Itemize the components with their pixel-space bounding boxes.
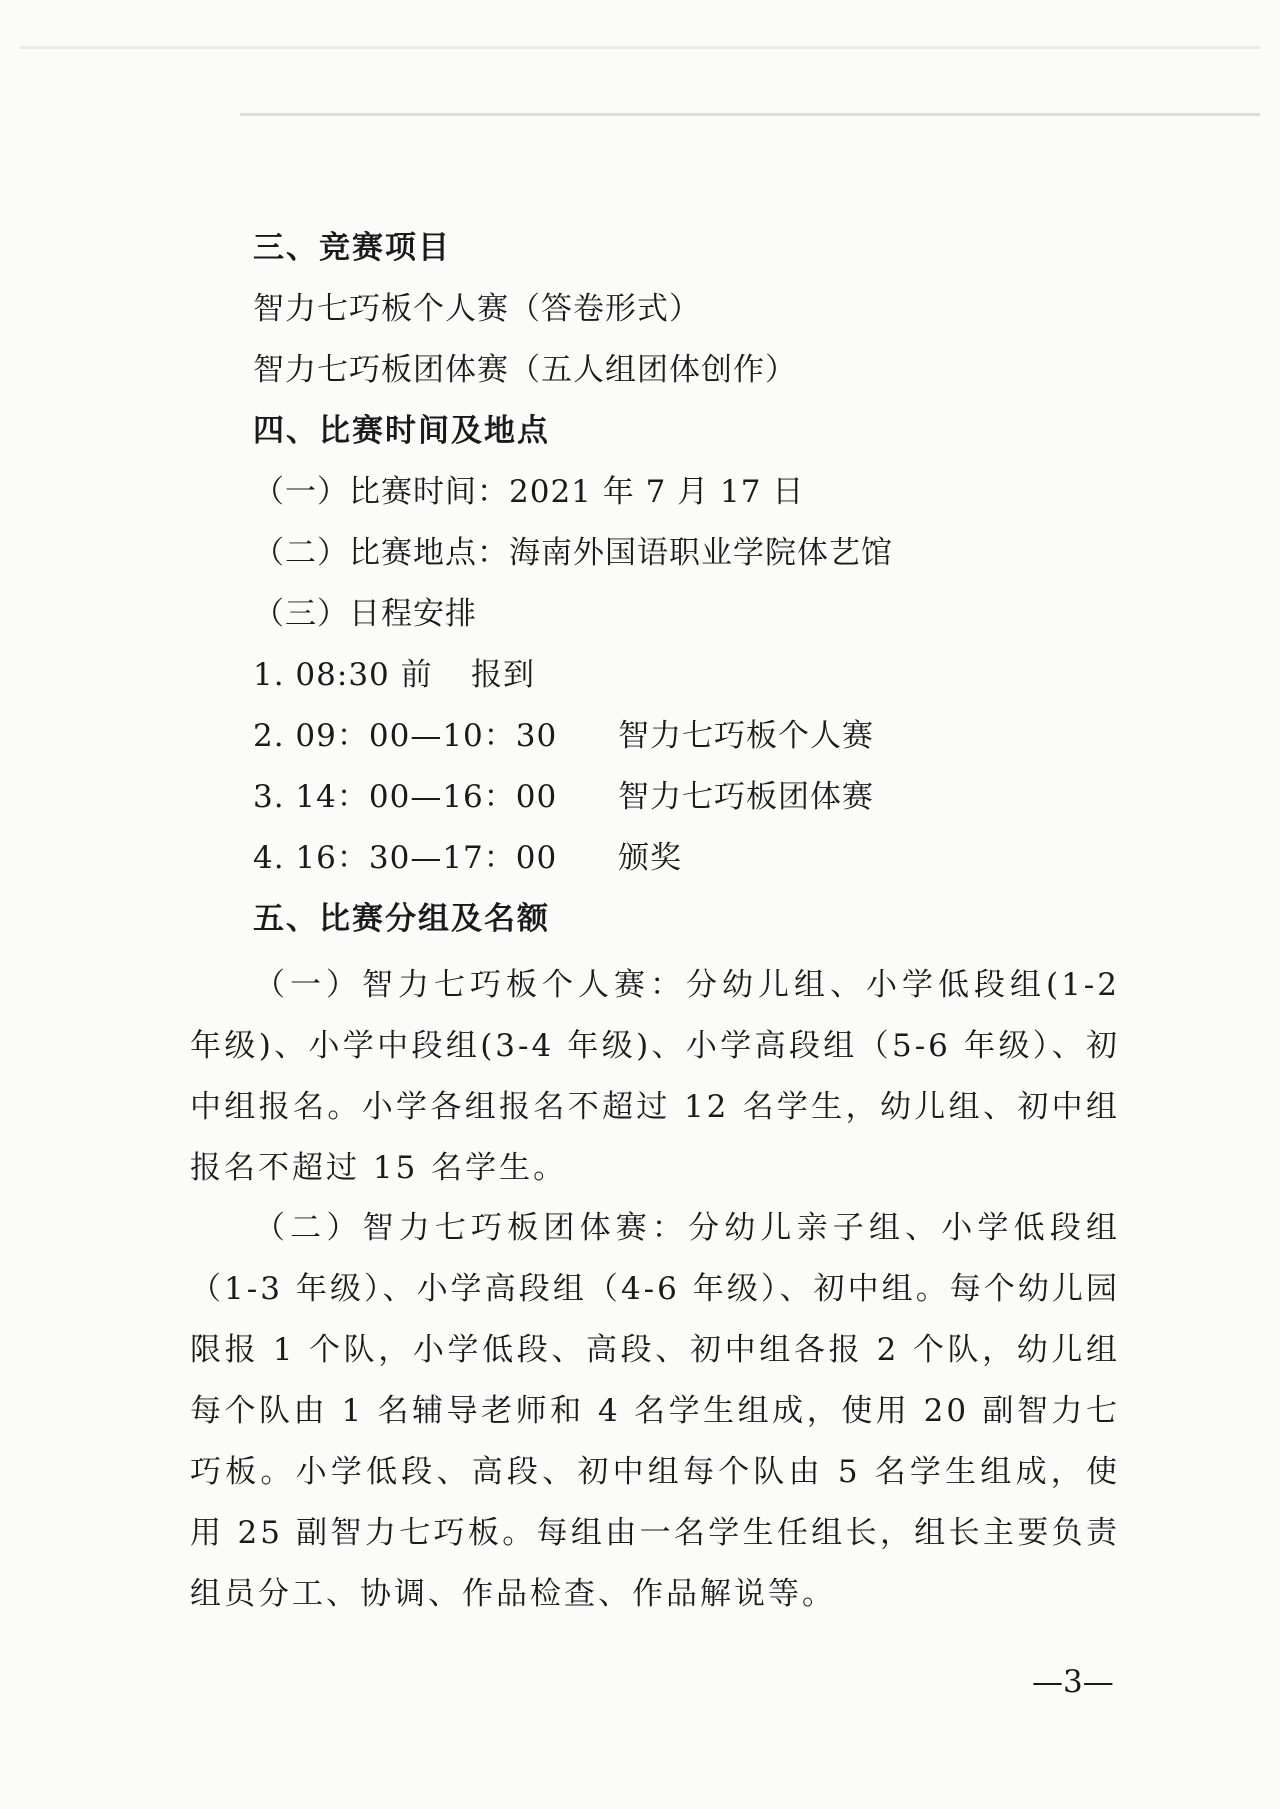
schedule-time: 2. 09：00—10：30 [253,718,558,754]
scan-artifact-line [20,46,1260,49]
schedule-desc: 智力七巧板个人赛 [618,718,874,754]
competition-item: 智力七巧板个人赛（答卷形式） [253,291,701,327]
schedule-time: 3. 14：00—16：00 [253,779,558,815]
schedule-desc: 颁奖 [618,840,682,876]
paragraph-team-competition: （二）智力七巧板团体赛：分幼儿亲子组、小学低段组（1-3 年级）、小学高段组（4-6 年级）、初中组。每个幼儿园限报 1 个队，小学低段、高段、初中组各报 2 个队，幼儿组每个队由 1 名辅导老师和 4 名学生组成，使用 20 副智力七巧板。小学低段、高段、初中组每个队由 5 名学生组成，使用 25 副智力七巧板。每组由一名学生任组长，组长主要负责组员分工、协调、作品检查、作品解说等。 [190,1210,1120,1612]
schedule-heading: （三）日程安排 [253,596,477,632]
competition-item: 智力七巧板团体赛（五人组团体创作） [253,352,797,388]
page-number: —3— [1032,1664,1114,1700]
competition-time: （一）比赛时间：2021 年 7 月 17 日 [253,474,805,510]
schedule-time: 1. 08:30 前 [253,657,433,693]
section-heading-time-place: 四、比赛时间及地点 [253,413,550,449]
schedule-desc: 报到 [471,657,535,693]
section-heading-groups-quotas: 五、比赛分组及名额 [253,901,550,937]
schedule-desc: 智力七巧板团体赛 [618,779,874,815]
section-heading-competition-items: 三、竞赛项目 [253,230,451,266]
schedule-time: 4. 16：30—17：00 [253,840,558,876]
competition-place: （二）比赛地点：海南外国语职业学院体艺馆 [253,535,893,571]
scan-artifact-line [240,113,1260,116]
paragraph-individual-competition: （一）智力七巧板个人赛：分幼儿组、小学低段组(1-2 年级)、小学中段组(3-4 年级)、小学高段组（5-6 年级）、初中组报名。小学各组报名不超过 12 名学生，幼儿组、初中组报名不超过 15 名学生。 [190,967,1120,1186]
